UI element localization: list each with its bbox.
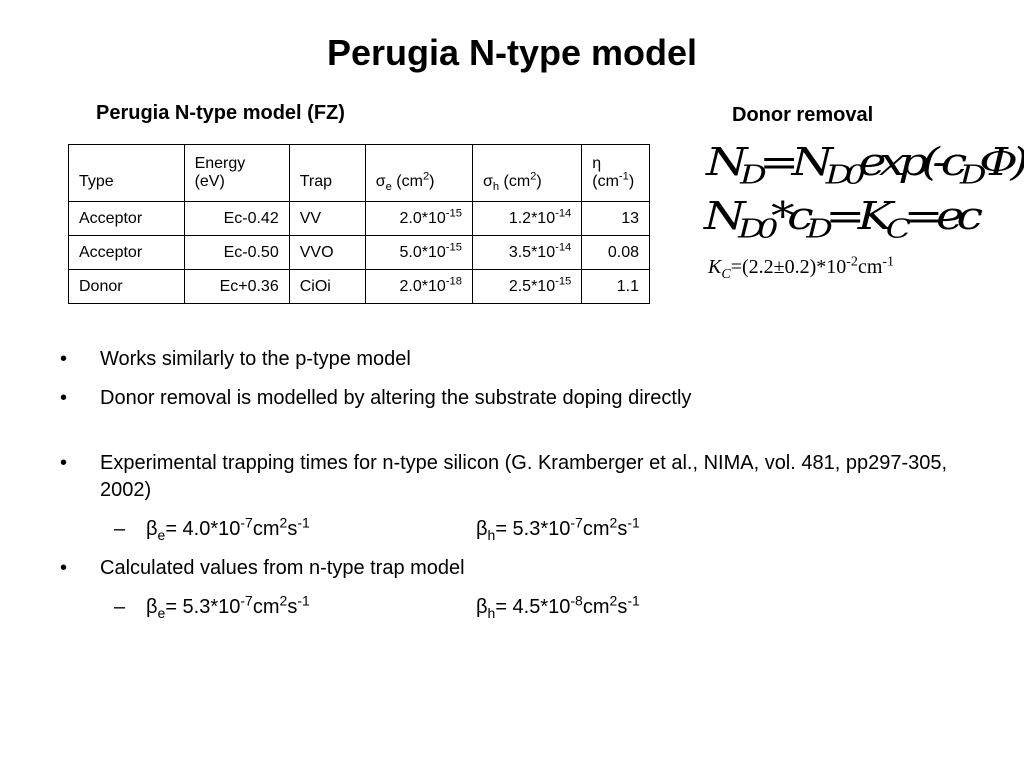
beta-e-measured: $\beta_e= 4.0*10^{-7}cm^2s^{-1}$ bbox=[146, 514, 310, 543]
beta-e-calculated: $\beta_e= 5.3*10^{-7}cm^2s^{-1}$ bbox=[146, 592, 310, 621]
sub-bullet-item bbox=[56, 516, 976, 543]
bullet-item: • Calculated values from n-type trap model bbox=[56, 555, 976, 582]
cell-trap: VV bbox=[289, 202, 365, 236]
sub-bullet-marker: – bbox=[114, 518, 126, 540]
kc-value: $K_C=(2.2\pm 0.2)*10^{-2}cm^{-1}$ bbox=[708, 254, 895, 282]
cell-energy: Ec-0.50 bbox=[184, 236, 289, 270]
table-row bbox=[69, 270, 650, 304]
cell-sigma-e: $5.0*10^{-15}$ bbox=[365, 236, 472, 270]
cell-type: Acceptor bbox=[69, 202, 185, 236]
donor-removal-title: Donor removal bbox=[732, 104, 874, 126]
cell-sigma-h: $2.5*10^{-15}$ bbox=[472, 270, 581, 304]
cell-eta: 1.1 bbox=[582, 270, 650, 304]
trap-parameter-table bbox=[68, 144, 650, 304]
cell-sigma-h: $1.2*10^{-14}$ bbox=[472, 202, 581, 236]
bullet-item: • Donor removal is modelled by altering the substrate doping directly bbox=[56, 385, 976, 412]
cell-trap: CiOi bbox=[289, 270, 365, 304]
bullet-marker: • bbox=[60, 348, 68, 370]
cell-sigma-h: $3.5*10^{-14}$ bbox=[472, 236, 581, 270]
cell-type: Donor bbox=[69, 270, 185, 304]
page-title: Perugia N-type model bbox=[326, 32, 698, 73]
bullet-marker: • bbox=[60, 557, 68, 579]
table-title: Perugia N-type model (FZ) bbox=[96, 102, 345, 124]
cell-sigma-e: $2.0*10^{-18}$ bbox=[365, 270, 472, 304]
header-energy: Energy (eV) bbox=[184, 145, 289, 202]
header-sigma-e: $\sigma_e$ $(cm^2)$ bbox=[365, 145, 472, 202]
header-sigma-h: $\sigma_h$ $(cm^2)$ bbox=[472, 145, 581, 202]
sub-bullet-item bbox=[56, 594, 976, 621]
header-eta: η $(cm^{-1})$ bbox=[582, 145, 650, 202]
cell-type: Acceptor bbox=[69, 236, 185, 270]
beta-h-calculated: $\beta_h= 4.5*10^{-8}cm^2s^{-1}$ bbox=[476, 592, 640, 621]
donor-removal-equation: $N_D=N_{D0}\exp(-c_D\Phi)$ bbox=[706, 140, 1022, 191]
table-row bbox=[69, 202, 650, 236]
removal-constant-equation: $N_{D0}*c_D=K_C=ec$ bbox=[704, 194, 976, 245]
bullet-marker: • bbox=[60, 452, 68, 474]
header-trap: Trap bbox=[289, 145, 365, 202]
bullet-item: • Experimental trapping times for n-type silicon (G. Kramberger et al., NIMA, vol. 481, pp297-305, 2002) bbox=[60, 452, 948, 501]
cell-sigma-e: $2.0*10^{-15}$ bbox=[365, 202, 472, 236]
cell-energy: Ec+0.36 bbox=[184, 270, 289, 304]
header-type: Type bbox=[69, 145, 185, 202]
table-header-row bbox=[69, 145, 650, 202]
cell-eta: 0.08 bbox=[582, 236, 650, 270]
sub-bullet-marker: – bbox=[114, 596, 126, 618]
table-row bbox=[69, 236, 650, 270]
cell-energy: Ec-0.42 bbox=[184, 202, 289, 236]
cell-eta: 13 bbox=[582, 202, 650, 236]
beta-h-measured: $\beta_h= 5.3*10^{-7}cm^2s^{-1}$ bbox=[476, 514, 640, 543]
bullet-list bbox=[56, 346, 976, 633]
cell-trap: VVO bbox=[289, 236, 365, 270]
bullet-item: • Works similarly to the p-type model bbox=[56, 346, 976, 373]
bullet-marker: • bbox=[60, 387, 68, 409]
